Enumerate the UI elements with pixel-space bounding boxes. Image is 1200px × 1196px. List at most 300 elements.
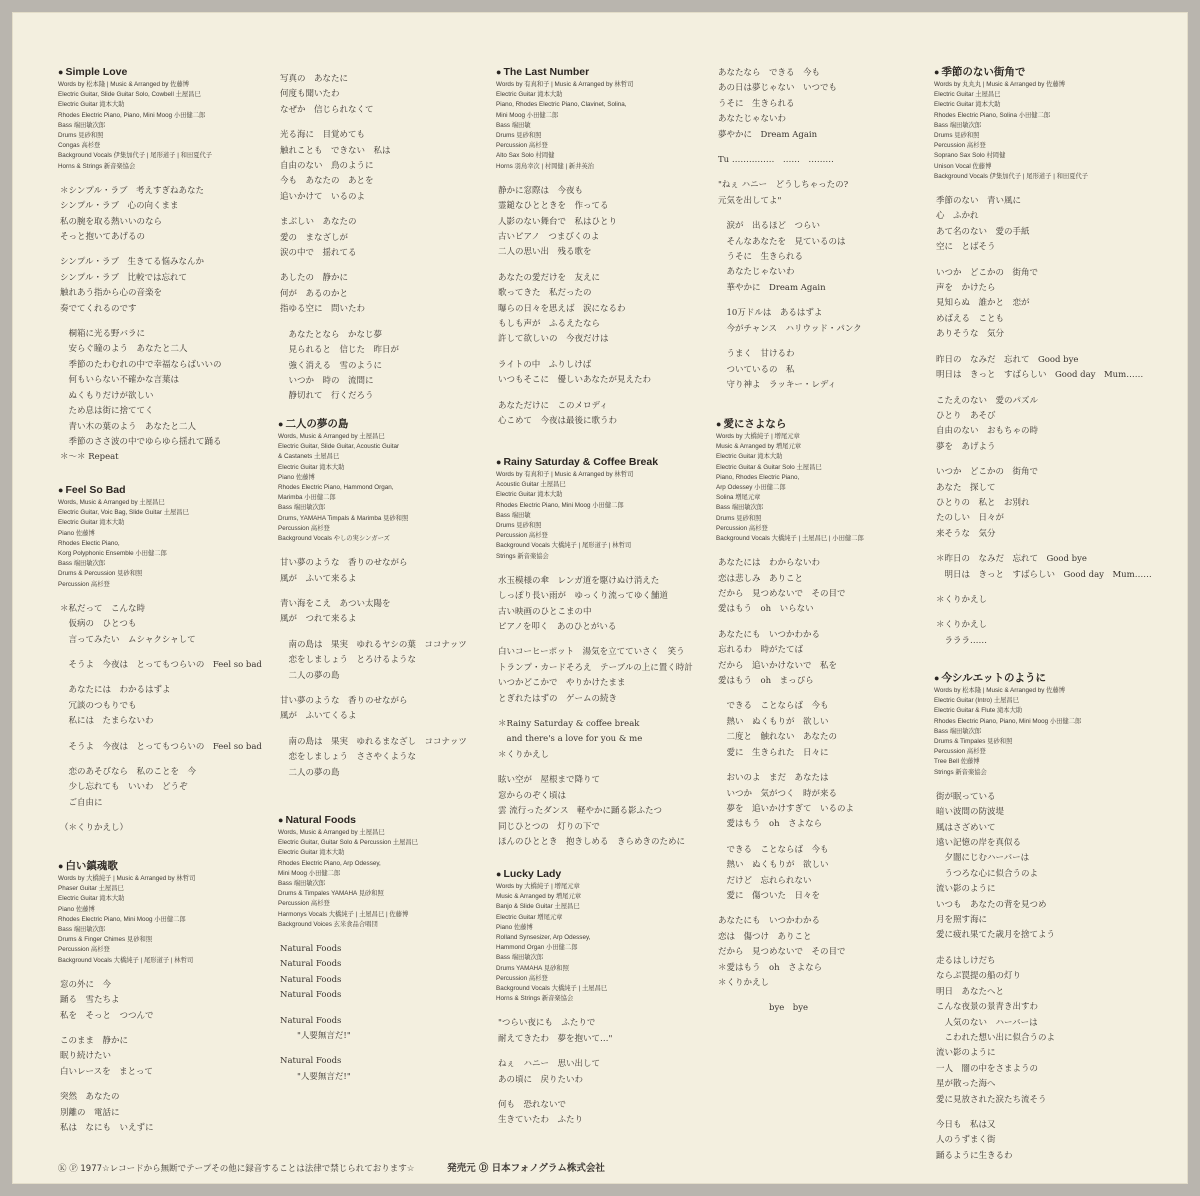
stanza	[496, 773, 710, 850]
lyric-line: ＊〜＊ Repeat	[60, 452, 119, 463]
lyric-line: このまま 静かに	[60, 1036, 129, 1047]
lyric-line: 自由のない 鳥のように	[280, 161, 374, 172]
lyric-line: ならぶ罠提の船の灯り	[936, 971, 1022, 982]
lyric-line: 人気のない ハーバーは	[936, 1017, 1038, 1028]
credit-line: Percussion 高杉登	[496, 532, 548, 540]
stanza	[934, 1118, 1154, 1164]
credit-line: Bass 端田敏次郎	[278, 880, 326, 888]
lyric-line: おいのよ まだ あなたは	[718, 773, 829, 784]
lyric-line: あなた 探して	[936, 482, 996, 493]
stanza	[496, 717, 710, 763]
credit-line: Background Vocals 大橋純子 | 土屋昌巳 | 小田健二郎	[716, 535, 864, 543]
credit-line: Electric Guitar 滝本大助	[58, 101, 125, 109]
credit-line: Rhodes Electric Piano, Hammond Organ,	[278, 484, 394, 492]
lyric-line: "つらい夜にも ふたりで	[498, 1018, 596, 1029]
lyric-line: 古いピアノ つまびくのよ	[498, 232, 600, 243]
credit-line: Mini Moog 小田健二郎	[496, 111, 559, 119]
credit-line: Drums 見砂和照	[716, 514, 762, 522]
lyric-line: 白いレースを まとって	[60, 1066, 153, 1077]
stanza	[934, 266, 1154, 343]
credits	[278, 432, 488, 544]
lyric-line: 華やかに Dream Again	[718, 282, 826, 293]
credit-line: Percussion 高杉登	[278, 900, 330, 908]
lyrics	[58, 978, 268, 1137]
credit-line: Drums YAMAHA 見砂和照	[496, 964, 569, 972]
lyric-line: Natural Foods	[280, 1056, 342, 1067]
lyric-line: 今がチャンス ハリウッド・パンク	[718, 323, 862, 334]
credit-line: Percussion 高杉登	[496, 974, 548, 982]
lyric-line: 明日は きっと すばらしい Good day Mum……	[936, 370, 1144, 381]
credit-line: Harmonys Vocals 大橋純子 | 土屋昌巳 | 佐藤博	[278, 910, 409, 918]
song-title: ● Simple Love	[58, 66, 268, 79]
stanza	[58, 255, 268, 317]
song-title: ● Lucky Lady	[496, 868, 710, 881]
lyrics	[58, 602, 268, 837]
lyric-line: ＊くりかえし	[498, 749, 550, 760]
lyric-line: 守り神よ ラッキー・レディ	[718, 379, 837, 390]
lyrics	[58, 184, 268, 466]
stanza	[716, 306, 926, 337]
lyric-line: 二人の思い出 残る歌を	[498, 247, 592, 258]
lyric-line: 古い映画のひとこまの中	[498, 606, 592, 617]
lyric-line: 水玉模様の傘 レンガ道を駆けぬけ消えた	[498, 575, 660, 586]
lyric-line: 二人の夢の島	[280, 670, 340, 681]
lyric-line: 夢を あげよう	[936, 441, 996, 452]
credit-line: Strings 新音楽協会	[934, 768, 987, 776]
credit-line: Alto Sax Solo 村岡健	[496, 152, 555, 160]
credit-line: Hammond Organ 小田健二郎	[496, 944, 578, 952]
credit-line: Bass 端田敏次郎	[58, 560, 106, 568]
credit-line: Tree Bell 佐藤博	[934, 758, 980, 766]
lyric-line: ＊愛はもう oh さよなら	[718, 962, 823, 973]
lyric-line: 風が ふいてくるよ	[280, 711, 357, 722]
stanza	[58, 602, 268, 648]
lyric-line: 指ゆる空に 問いたわ	[280, 304, 366, 315]
credit-line: Acoustic Guitar 土屋昌巳	[496, 481, 566, 489]
stanza	[716, 914, 926, 991]
lyric-line: 踊る 雪たちよ	[60, 995, 120, 1006]
lyric-line: うつろな心に似合うのよ	[936, 868, 1039, 879]
credit-line: Percussion 高杉登	[58, 580, 110, 588]
lyric-line: 愛はもう oh さよなら	[718, 819, 823, 830]
lyric-line: 甘い夢のような 香りのせながら	[280, 558, 408, 569]
credit-line: Bass 端田敏	[496, 511, 531, 519]
lyrics	[934, 194, 1154, 649]
lyric-line: 恋をしましょう とろけるような	[280, 655, 417, 666]
song-the-last-number	[496, 66, 710, 440]
lyric-line: 昨日の なみだ 忘れて Good bye	[936, 354, 1079, 365]
lyric-line: トランプ・カードそろえ テーブルの上に置く時計	[498, 662, 693, 673]
lyric-line: だから 見つめないで その目で	[718, 947, 846, 958]
lyrics	[278, 556, 488, 781]
lyric-line: 自由のない おもちゃの時	[936, 426, 1039, 437]
lyric-line: 元気を出してよ"	[718, 195, 782, 206]
credits	[278, 828, 488, 930]
lyric-line: 霊鎚なひとときを 作ってる	[498, 201, 609, 212]
stanza	[716, 347, 926, 393]
stanza	[716, 628, 926, 690]
credit-line: Drums 見砂和照	[496, 132, 542, 140]
song-feel-so-bad	[58, 484, 268, 847]
credit-line: Bass 端田敏次郎	[58, 926, 106, 934]
stanza	[934, 954, 1154, 1108]
footer	[58, 1160, 758, 1174]
credit-line: Horns & Strings 新音楽協会	[496, 995, 574, 1003]
lyric-line: 走るはしけだち	[936, 955, 996, 966]
credit-line: Percussion 高杉登	[934, 142, 986, 150]
lyric-line: （＊くりかえし）	[60, 823, 129, 834]
lyric-line: ねぇ ハニー 思い出して	[498, 1059, 601, 1070]
lyrics-anata-nara	[716, 66, 926, 403]
lyric-line: 私の腕を取る熱いいのなら	[60, 216, 163, 227]
credit-line: Bass 端田敏次郎	[934, 727, 982, 735]
lyric-line: あなたにも いつかわかる	[718, 629, 821, 640]
stanza	[58, 658, 268, 673]
lyric-line: 言ってみたい ムシャクシャして	[60, 634, 196, 645]
lyric-line: 愛はもう oh いらない	[718, 604, 814, 615]
stanza	[496, 184, 710, 261]
lyric-line: ほんのひととき 抱きしめる きらめきのために	[498, 836, 686, 847]
credit-line: Electric Guitar 滝本大助	[278, 849, 345, 857]
credit-line: Electric Guitar, Slide Guitar, Acoustic Guitar	[278, 443, 400, 451]
stanza	[278, 597, 488, 628]
lyric-line: できる ことならば 今も	[718, 701, 829, 712]
credit-line: Electric Guitar, Slide Guitar Solo, Cowbell 土屋昌巳	[58, 91, 201, 99]
credit-line: Words, Music & Arranged by 土屋昌巳	[58, 499, 165, 506]
lyric-line: Natural Foods	[280, 1015, 342, 1026]
stanza	[278, 1054, 488, 1085]
lyric-line: 甘い夢のような 香りのせながら	[280, 696, 408, 707]
lyric-line: 愛に疲れ果てた歳月を捨てよう	[936, 930, 1056, 941]
lyric-line: 白いコーヒーポット 湯気を立てていさく 笑う	[498, 647, 685, 658]
credit-line: Unison Vocal 佐藤博	[934, 162, 992, 170]
lyric-line: Natural Foods	[280, 990, 342, 1001]
lyric-line: 窓の外に 今	[60, 979, 112, 990]
lyric-line: 曝らの日々を思えば 涙になるわ	[498, 303, 626, 314]
lyric-line: 流い影のように	[936, 1048, 996, 1059]
lyric-line: "人要無言だ!"	[280, 1031, 351, 1042]
lyric-line: 見知らぬ 誰かと 恋が	[936, 298, 1030, 309]
credit-line: Rhodes Electric Piano, Mini Moog 小田健二郎	[496, 501, 624, 509]
lyric-line: 窓からのぞく頃は	[498, 790, 567, 801]
stanza	[278, 694, 488, 725]
stanza	[496, 1098, 710, 1129]
stanza	[58, 683, 268, 729]
credit-line: Electric Guitar 滝本大助	[58, 895, 125, 903]
credit-line: Banjo & Slide Guitar 土屋昌巳	[496, 903, 580, 911]
lyric-line: 愛の まなざしが	[280, 232, 349, 243]
lyrics	[278, 942, 488, 1085]
credit-line: Piano, Rhodes Electric Piano, Clavinet, Solina,	[496, 101, 627, 109]
lyric-line: こんな夜景の景青き出すわ	[936, 1002, 1039, 1013]
lyrics	[496, 574, 710, 851]
credit-line: Background Vocals 伊集加代子 | 尾形道子 | 和田夏代子	[58, 152, 213, 160]
credit-line: Electric Guitar 滝本大助	[496, 491, 563, 499]
lyric-line: 私は なにも いえずに	[60, 1123, 154, 1134]
stanza	[934, 465, 1154, 542]
lyrics	[278, 72, 488, 405]
credit-line: Piano 佐藤博	[278, 473, 315, 481]
credit-line: Background Vocals 伊集加代子 | 尾形道子 | 和田夏代子	[934, 172, 1089, 180]
credit-line: Percussion 高杉登	[934, 748, 986, 756]
song-rainy-saturday	[496, 456, 710, 860]
lyric-line: 触れあう指から心の音楽を	[60, 288, 163, 299]
credit-line: Electric Guitar 滝本大助	[278, 463, 345, 471]
lyric-line: 二度と 触れない あなたの	[718, 732, 838, 743]
lyric-line: 恋のあそびなら 私のことを 今	[60, 767, 197, 778]
stanza	[58, 327, 268, 466]
lyric-line: 何が あるのかと	[280, 288, 349, 299]
credit-line: Horns 羽鳥幸次 | 村岡健 | 新井英治	[496, 162, 595, 170]
lyric-line: たのしい 日々が	[936, 513, 1005, 524]
lyric-line: あて名のない 愛の手紙	[936, 226, 1030, 237]
credit-line: Drums & Finger Chimes 見砂和照	[58, 936, 153, 944]
credit-line: Words, Music & Arranged by 土屋昌巳	[278, 829, 385, 836]
lyric-line: あなたには わからないわ	[718, 558, 821, 569]
lyric-line: 10万ドルは あるはずよ	[718, 308, 823, 319]
lyric-line: うまく 甘けるわ	[718, 349, 795, 360]
stanza	[716, 1001, 926, 1016]
credit-line: Rhodes Electric Piano, Piano, Mini Moog 小田健二郎	[934, 717, 1082, 725]
credit-line: Words by 有真和子 | Music & Arranged by 林哲司	[496, 81, 634, 88]
lyric-line: 今日も 私は又	[936, 1119, 996, 1130]
stanza	[278, 72, 488, 118]
song-simple-love	[58, 66, 268, 476]
credit-line: Music & Arranged by 増尾元章	[496, 893, 582, 901]
stanza	[716, 66, 926, 143]
credit-line: Bass 端田敏次郎	[278, 504, 326, 512]
song-shiroi-chinkonka	[58, 860, 268, 1146]
stanza	[58, 1090, 268, 1136]
lyric-line: あなたじゃないわ	[718, 114, 787, 125]
lyric-line: しっぽり長い雨が ゆっくり流ってゆく舗道	[498, 591, 668, 602]
lyric-line: そうよ 今夜は とってもつらいの Feel so bad	[60, 741, 262, 752]
lyric-line: うそに 生きられる	[718, 98, 795, 109]
lyric-line: 明日 あなたへと	[936, 986, 1005, 997]
stanza	[58, 765, 268, 811]
lyric-line: いつか 時の 流間に	[280, 375, 374, 386]
lyric-line: ひとりの 私と お別れ	[936, 497, 1030, 508]
lyric-line: 写真の あなたに	[280, 74, 349, 84]
credits	[716, 432, 926, 544]
lyric-line: ピアノを叩く あのひとがいる	[498, 622, 617, 633]
lyric-line: 安らぐ瞳のよう あなたと二人	[60, 344, 188, 355]
lyrics-shashin	[278, 72, 488, 415]
song-natural-foods	[278, 814, 488, 1095]
lyric-line: 冗談のつもりでも	[60, 700, 137, 711]
lyric-line: めばえる ことも	[936, 313, 1005, 324]
credit-line: Drums & Percussion 見砂和照	[58, 570, 143, 578]
stanza	[716, 843, 926, 905]
lyric-line: 風はさざめいて	[936, 822, 996, 833]
lyric-line: 恋をしましょう ささやくような	[280, 752, 417, 763]
lyric-line: 季節のない 青い風に	[936, 196, 1022, 207]
stanza	[496, 399, 710, 430]
lyric-line: 季節のたわむれの中で幸福ならばいいの	[60, 359, 222, 370]
lyrics	[496, 184, 710, 430]
lyric-line: できる ことならば 今も	[718, 844, 829, 855]
song-title: ● Natural Foods	[278, 814, 488, 827]
lyric-line: ＊シンプル・ラブ 考えすぎねあなた	[60, 185, 204, 196]
stanza	[934, 552, 1154, 583]
credit-line: Electric Guitar (Intro) 土屋昌巳	[934, 697, 1020, 705]
lyric-line: あなたにも いつかわかる	[718, 916, 821, 927]
lyric-line: 私には たまらないわ	[60, 716, 154, 727]
lyric-line: and there's a love for you & me	[498, 734, 643, 745]
credit-line: Horns & Strings 新音楽協会	[58, 162, 136, 170]
lyric-line: ＊くりかえし	[936, 620, 988, 631]
lyric-line: いつも あなたの背を見つめ	[936, 899, 1047, 910]
stanza	[278, 556, 488, 587]
credit-line: Background Vocals 大橋純子 | 尾形道子 | 林哲司	[496, 542, 632, 550]
credit-line: Phaser Guitar 土屋昌巳	[58, 885, 124, 893]
lyric-line: 私を そっと つつんで	[60, 1010, 154, 1021]
lyric-line: 何も 恐れないで	[498, 1100, 567, 1111]
credit-line: Piano 佐藤博	[58, 905, 95, 913]
credit-line: Rhodes Electric Piano, Mini Moog 小田健二郎	[58, 915, 186, 923]
song-title: ● 愛にさよなら	[716, 418, 926, 431]
credit-line: Words by 有真和子 | Music & Arranged by 林哲司	[496, 471, 634, 478]
stanza	[716, 219, 926, 296]
lyric-line: いつもそこに 優しいあなたが見えたわ	[498, 375, 652, 386]
lyric-line: 少し忘れても いいわ どうぞ	[60, 782, 188, 793]
lyric-line: そんなあなたを 見ているのは	[718, 236, 846, 247]
credit-line: Bass 端田敏次郎	[496, 954, 544, 962]
lyric-line: 暗い波間の防波堤	[936, 807, 1005, 818]
stanza	[496, 1057, 710, 1088]
song-title: ● The Last Number	[496, 66, 710, 79]
credit-line: & Castanets 土屋昌巳	[278, 453, 340, 461]
credit-line: Marimba 小田健二郎	[278, 494, 336, 502]
lyric-line: いつか どこかの 街角で	[936, 467, 1039, 478]
stanza	[934, 194, 1154, 256]
credit-line: Solina 増尾元章	[716, 494, 761, 502]
credit-line: Piano, Rhodes Electric Piano,	[716, 473, 800, 481]
credit-line: Drums 見砂和照	[496, 522, 542, 530]
lyric-line: とぎれたはずの ゲームの続き	[498, 693, 618, 704]
credits	[934, 80, 1154, 182]
credits	[58, 498, 268, 590]
lyric-line: 忘れるわ 時がたてば	[718, 645, 804, 656]
copyright-notice: Ⓚ Ⓟ 1977☆レコードから無断でテープその他に録音することは法律で禁じられております☆	[58, 1164, 415, 1174]
lyric-line: 別離の 電話に	[60, 1107, 120, 1118]
lyric-line: あなただけに このメロディ	[498, 400, 608, 411]
credit-line: Percussion 高杉登	[496, 142, 548, 150]
lyric-line: ついているの 私	[718, 364, 795, 375]
lyric-line: いつかどこかで やりかけたまま	[498, 678, 626, 689]
lyric-line: あの日は夢じゃない いつでも	[718, 83, 838, 94]
lyric-line: ＊私だって こんな時	[60, 603, 146, 614]
record-label: 発売元 Ⓓ 日本フォノグラム株式会社	[447, 1163, 605, 1174]
lyric-line: Tu …………… …… ………	[718, 155, 834, 166]
lyric-line: 今も あなたの あとを	[280, 176, 374, 187]
lyric-line: 二人の夢の島	[280, 767, 340, 778]
lyric-line: 静かに窓際は 今夜も	[498, 185, 584, 196]
lyric-line: 触れことも できない 私は	[280, 145, 391, 156]
song-title: ● Rainy Saturday & Coffee Break	[496, 456, 710, 469]
lyric-line: 愛はもう oh まっぴら	[718, 676, 814, 687]
lyric-line: そっと抱いてあげるの	[60, 232, 146, 243]
lyric-line: "人要無言だ!"	[280, 1071, 351, 1082]
credit-line: Rhodes Electric Piano, Solina 小田健二郎	[934, 111, 1051, 119]
lyric-sheet	[12, 12, 1188, 1184]
lyric-line: ありそうな 気分	[936, 329, 1005, 340]
lyric-line: 雲 流行ったダンス 軽やかに踊る影ふたつ	[498, 806, 663, 817]
stanza	[278, 328, 488, 405]
credit-line: Electric Guitar 滝本大助	[934, 101, 1001, 109]
credit-line: Rhodes Electric Piano, Arp Odessey,	[278, 859, 381, 867]
lyric-line: 人のうずまく街	[936, 1135, 996, 1146]
stanza	[278, 215, 488, 261]
lyric-line: 愛に見放された涙たち流そう	[936, 1094, 1047, 1105]
lyric-line: あなたの愛だけを 友えに	[498, 272, 601, 283]
lyric-line: 一人 闇の中をさまようの	[936, 1063, 1039, 1074]
lyric-line: 踊るように生きるわ	[936, 1150, 1013, 1161]
lyric-line: bye bye	[718, 1003, 809, 1014]
credit-line: Electric Guitar 土屋昌巳	[934, 91, 1001, 99]
lyric-line: 眩い空が 屋根まで降りて	[498, 775, 601, 786]
lyric-line: ライトの中 ふりしけば	[498, 359, 592, 370]
stanza	[716, 178, 926, 209]
credit-line: Drums 見砂和照	[58, 132, 104, 140]
lyric-line: 熱い ぬくもりが 欲しい	[718, 860, 829, 871]
lyric-line: 仮病の ひとつも	[60, 619, 137, 630]
lyric-line: 恋は悲しみ ありこと	[718, 573, 804, 584]
lyric-line: 夕闇にじむハーバーは	[936, 853, 1030, 864]
lyric-line: 心 ふかれ	[936, 211, 979, 222]
lyric-line: 空に とばそう	[936, 242, 996, 253]
lyric-line: 青い海をこえ あつい太陽を	[280, 599, 391, 610]
credit-line: Strings 新音楽協会	[496, 552, 549, 560]
stanza	[58, 184, 268, 246]
lyric-line: だから 見つめないで その目で	[718, 589, 846, 600]
credit-line: Electric Guitar 滝本大助	[716, 453, 783, 461]
lyric-line: なぜか 信じられなくて	[280, 104, 374, 115]
lyric-line: 街が眠っている	[936, 791, 996, 802]
credit-line: Words by 丸丸丸 | Music & Arranged by 佐藤博	[934, 81, 1065, 88]
song-ai-ni-sayonara	[716, 418, 926, 1027]
lyric-line: ぬくもりだけが欲しい	[60, 390, 154, 401]
lyric-line: あなたなら できる 今も	[718, 68, 821, 78]
credit-line: Electric Guitar, Guitar Solo & Percussion 土屋昌巳	[278, 839, 418, 847]
stanza	[934, 353, 1154, 384]
credit-line: Bass 端田敏次郎	[716, 504, 764, 512]
lyric-line: 何もいらない不確かな言葉は	[60, 375, 180, 386]
credit-line: Soprano Sax Solo 村岡健	[934, 152, 1006, 160]
credit-line: Background Vocals 大橋純子 | 尾形道子 | 林哲司	[58, 956, 194, 964]
song-kisetsu-no-nai-machikado-de	[934, 66, 1154, 659]
lyric-line: 南の島は 果実 ゆれるまなざし ココナッツ	[280, 736, 467, 747]
lyric-line: "ねぇ ハニー どうしちゃったの?	[718, 180, 849, 191]
credit-line: Words, Music & Arranged by 土屋昌巳	[278, 433, 385, 440]
credits	[934, 686, 1154, 778]
stanza	[934, 618, 1154, 649]
credit-line: Percussion 高杉登	[278, 524, 330, 532]
stanza	[934, 593, 1154, 608]
lyric-line: ＊Rainy Saturday & coffee break	[498, 719, 640, 730]
lyric-line: こわれた想い出に似合うのよ	[936, 1032, 1056, 1043]
credit-line: Percussion 高杉登	[716, 524, 768, 532]
credit-line: Rhodes Electric Piano, Piano, Mini Moog 小田健二郎	[58, 111, 206, 119]
stanza	[58, 821, 268, 836]
lyric-line: だけど 忘れられない	[718, 875, 812, 886]
stanza	[716, 556, 926, 618]
lyrics	[716, 556, 926, 1017]
lyric-line: もしも声が ふるえたなら	[498, 319, 601, 330]
lyric-line: 来そうな 気分	[936, 528, 996, 539]
stanza	[278, 638, 488, 684]
stanza	[496, 1016, 710, 1047]
